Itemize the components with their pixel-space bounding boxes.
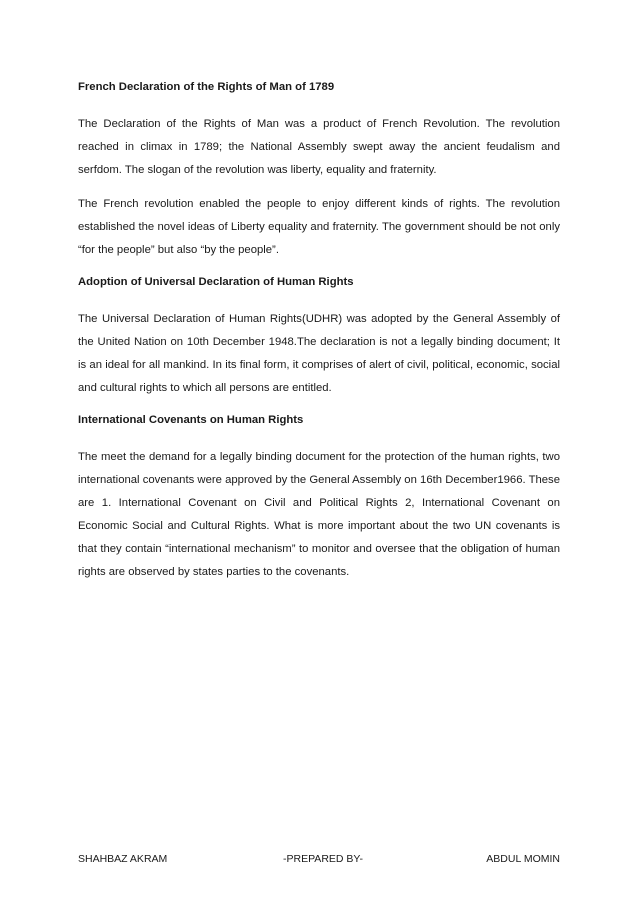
footer-left-author: SHAHBAZ AKRAM [78, 853, 168, 865]
section-heading: French Declaration of the Rights of Man of 1789 [78, 81, 335, 93]
section-heading: Adoption of Universal Declaration of Human Rights [78, 276, 354, 288]
page-footer [78, 851, 560, 867]
paragraph: The French revolution enabled the people to enjoy different kinds of rights. The revolution established the novel ideas of Liberty equality and fraternity. The government should be not only “for the people” but also “by the people”. [78, 198, 560, 256]
paragraph: The meet the demand for a legally binding document for the protection of the human rights, two international covenants were approved by the General Assembly on 16th December1966. These are 1. International Covenant on Civil and Political Rights 2, International Covenant on Economic Social and Cultural Rights. What is more important about the two UN covenants is that they contain “international mechanism” to monitor and oversee that the obligation of human rights are observed by states parties to the covenants. [78, 451, 560, 578]
document-body [78, 78, 560, 595]
section-french-declaration [78, 78, 560, 262]
section-international-covenants [78, 411, 560, 584]
footer-right-author: ABDUL MOMIN [486, 853, 560, 865]
section-heading: International Covenants on Human Rights [78, 414, 304, 426]
paragraph: The Declaration of the Rights of Man was a product of French Revolution. The revolution reached in climax in 1789; the National Assembly swept away the ancient feudalism and serfdom. The slogan of the revolution was liberty, equality and fraternity. [78, 118, 560, 176]
footer-center-label: -PREPARED BY- [283, 853, 363, 865]
paragraph: The Universal Declaration of Human Rights(UDHR) was adopted by the General Assembly of the United Nation on 10th December 1948.The declaration is not a legally binding document; It is an ideal for all mankind. In its final form, it comprises of alert of civil, political, economic, social and cultural rights to which all persons are entitled. [78, 313, 560, 394]
section-udhr-adoption [78, 273, 560, 400]
